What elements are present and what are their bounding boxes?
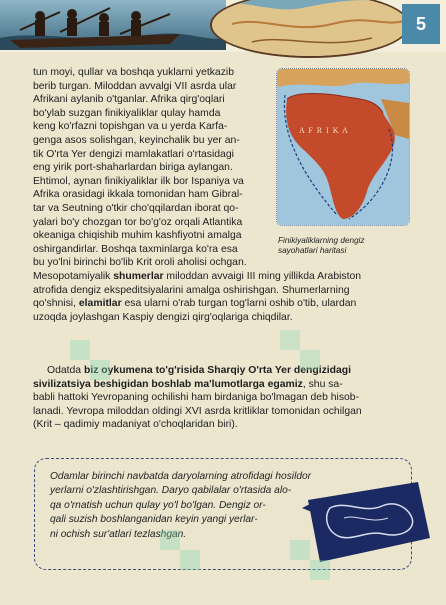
note-line: Odamlar birinchi navbatda daryolarning atrofidagi hosildor bbox=[50, 471, 312, 482]
text-line: keng ko'rfazni topishgan va u yerda Karfa- bbox=[33, 121, 228, 133]
text-line: qo'shnisi, elamitlar esa ularni o'rab turgan tog'larni oshib o'tib, ulardan bbox=[33, 298, 357, 310]
text-line: Mesopotamiyalik shumerlar miloddan avvaigi III ming yillikda Arabiston bbox=[33, 271, 362, 282]
text-line: eng yirik port-shaharlardan biriga aylangan. bbox=[33, 162, 233, 174]
text-line: oshirgandirlar. Boshqa taxminlarga ko'ra esa bbox=[33, 243, 238, 255]
page-number: 5 bbox=[402, 4, 440, 44]
africa-map-figure bbox=[276, 68, 410, 226]
text-line: tun moyi, qullar va boshqa yuklarni yetkazib bbox=[33, 67, 234, 78]
header-map-illustration bbox=[210, 0, 410, 58]
text-line: sivilizatsiya beshigidan boshlab ma'lumotlarga egamiz, shu sa- bbox=[33, 378, 343, 390]
text-line: Ehtimol, aynan finikiyaliklar ilk bor Ispaniya va bbox=[33, 175, 244, 187]
paragraph-oikumene bbox=[33, 364, 413, 432]
map-caption bbox=[278, 236, 398, 256]
text-line: (Krit – qadimiy madaniyat o'choqlaridan biri). bbox=[33, 419, 238, 431]
text-line: yalari bo'y chozgan tor bo'g'oz orqali Atlantika bbox=[33, 216, 243, 228]
note-line: yerlarni o'zlashtirishgan. Daryo qabilalar o'rtasida alo- bbox=[50, 485, 292, 497]
text-line: Afrikani aylanib o'tganlar. Afrika qirg'oqlari bbox=[33, 94, 225, 106]
text-line: tar va Seutning o'tkir cho'qqilardan iborat qo- bbox=[33, 202, 239, 214]
page-header bbox=[0, 0, 446, 52]
map-label-africa: A F R I K A bbox=[299, 126, 349, 135]
text-line: bu yo'lni birinchi bo'lib Krit oroli aholisi ochgan. bbox=[33, 257, 247, 269]
text-line: babli hattoki Yevropaning ochilishi ham birdaniga bo'lmagan deb hisob- bbox=[33, 392, 360, 404]
caption-line: sayohatlari haritasi bbox=[278, 246, 347, 255]
note-line: ni ochish sur'atlari tezlashgan. bbox=[50, 528, 187, 540]
header-ship-illustration bbox=[0, 0, 226, 50]
paragraph-phoenicians bbox=[33, 66, 267, 270]
river-map-illustration bbox=[300, 478, 436, 564]
text-line: genga asos solishgan, keyinchalik bu yer an- bbox=[33, 134, 240, 146]
term-elamitlar: elamitlar bbox=[78, 298, 122, 310]
text-line: tik O'rta Yer dengizi mamlakatlari o'rtasidagi bbox=[33, 148, 234, 160]
note-line: qali suzish boshlanganidan keyin yangi yerlar- bbox=[50, 514, 258, 526]
note-line: qa o'rnatish uchun qulay yo'l bo'lgan. Dengiz or- bbox=[50, 499, 266, 511]
note-text bbox=[50, 470, 340, 542]
caption-line: Finikiyaliklarning dengiz bbox=[278, 236, 365, 245]
text-line: okeaniga chiqishib muhim kashfiyotni amalga bbox=[33, 230, 242, 242]
term-shumerlar: shumerlar bbox=[113, 271, 164, 282]
text-line: bo'ylab suzgan finikiyaliklar qulay hamda bbox=[33, 107, 221, 119]
text-line: lanadi. Yevropa miloddan oldingi XVI asrda kritliklar tomonidan ochilgan bbox=[33, 405, 362, 417]
text-line: atrofida dengiz ekspeditsiyalarini amalga oshirishgan. Shumerlarning bbox=[33, 284, 350, 296]
text-line: Afrika orasidagi ikkala tomonidan ham Gibral- bbox=[33, 189, 243, 201]
text-line: uzoqda joylashgan Kaspiy dengizi qirg'oqlariga chiqdilar. bbox=[33, 311, 293, 323]
text-line: Odatda biz oykumena to'g'risida Sharqiy O'rta Yer dengizidagi bbox=[47, 365, 352, 376]
text-line: berib turgan. Miloddan avvalgi VII asrda ular bbox=[33, 80, 237, 92]
paragraph-sumerians bbox=[33, 270, 413, 324]
